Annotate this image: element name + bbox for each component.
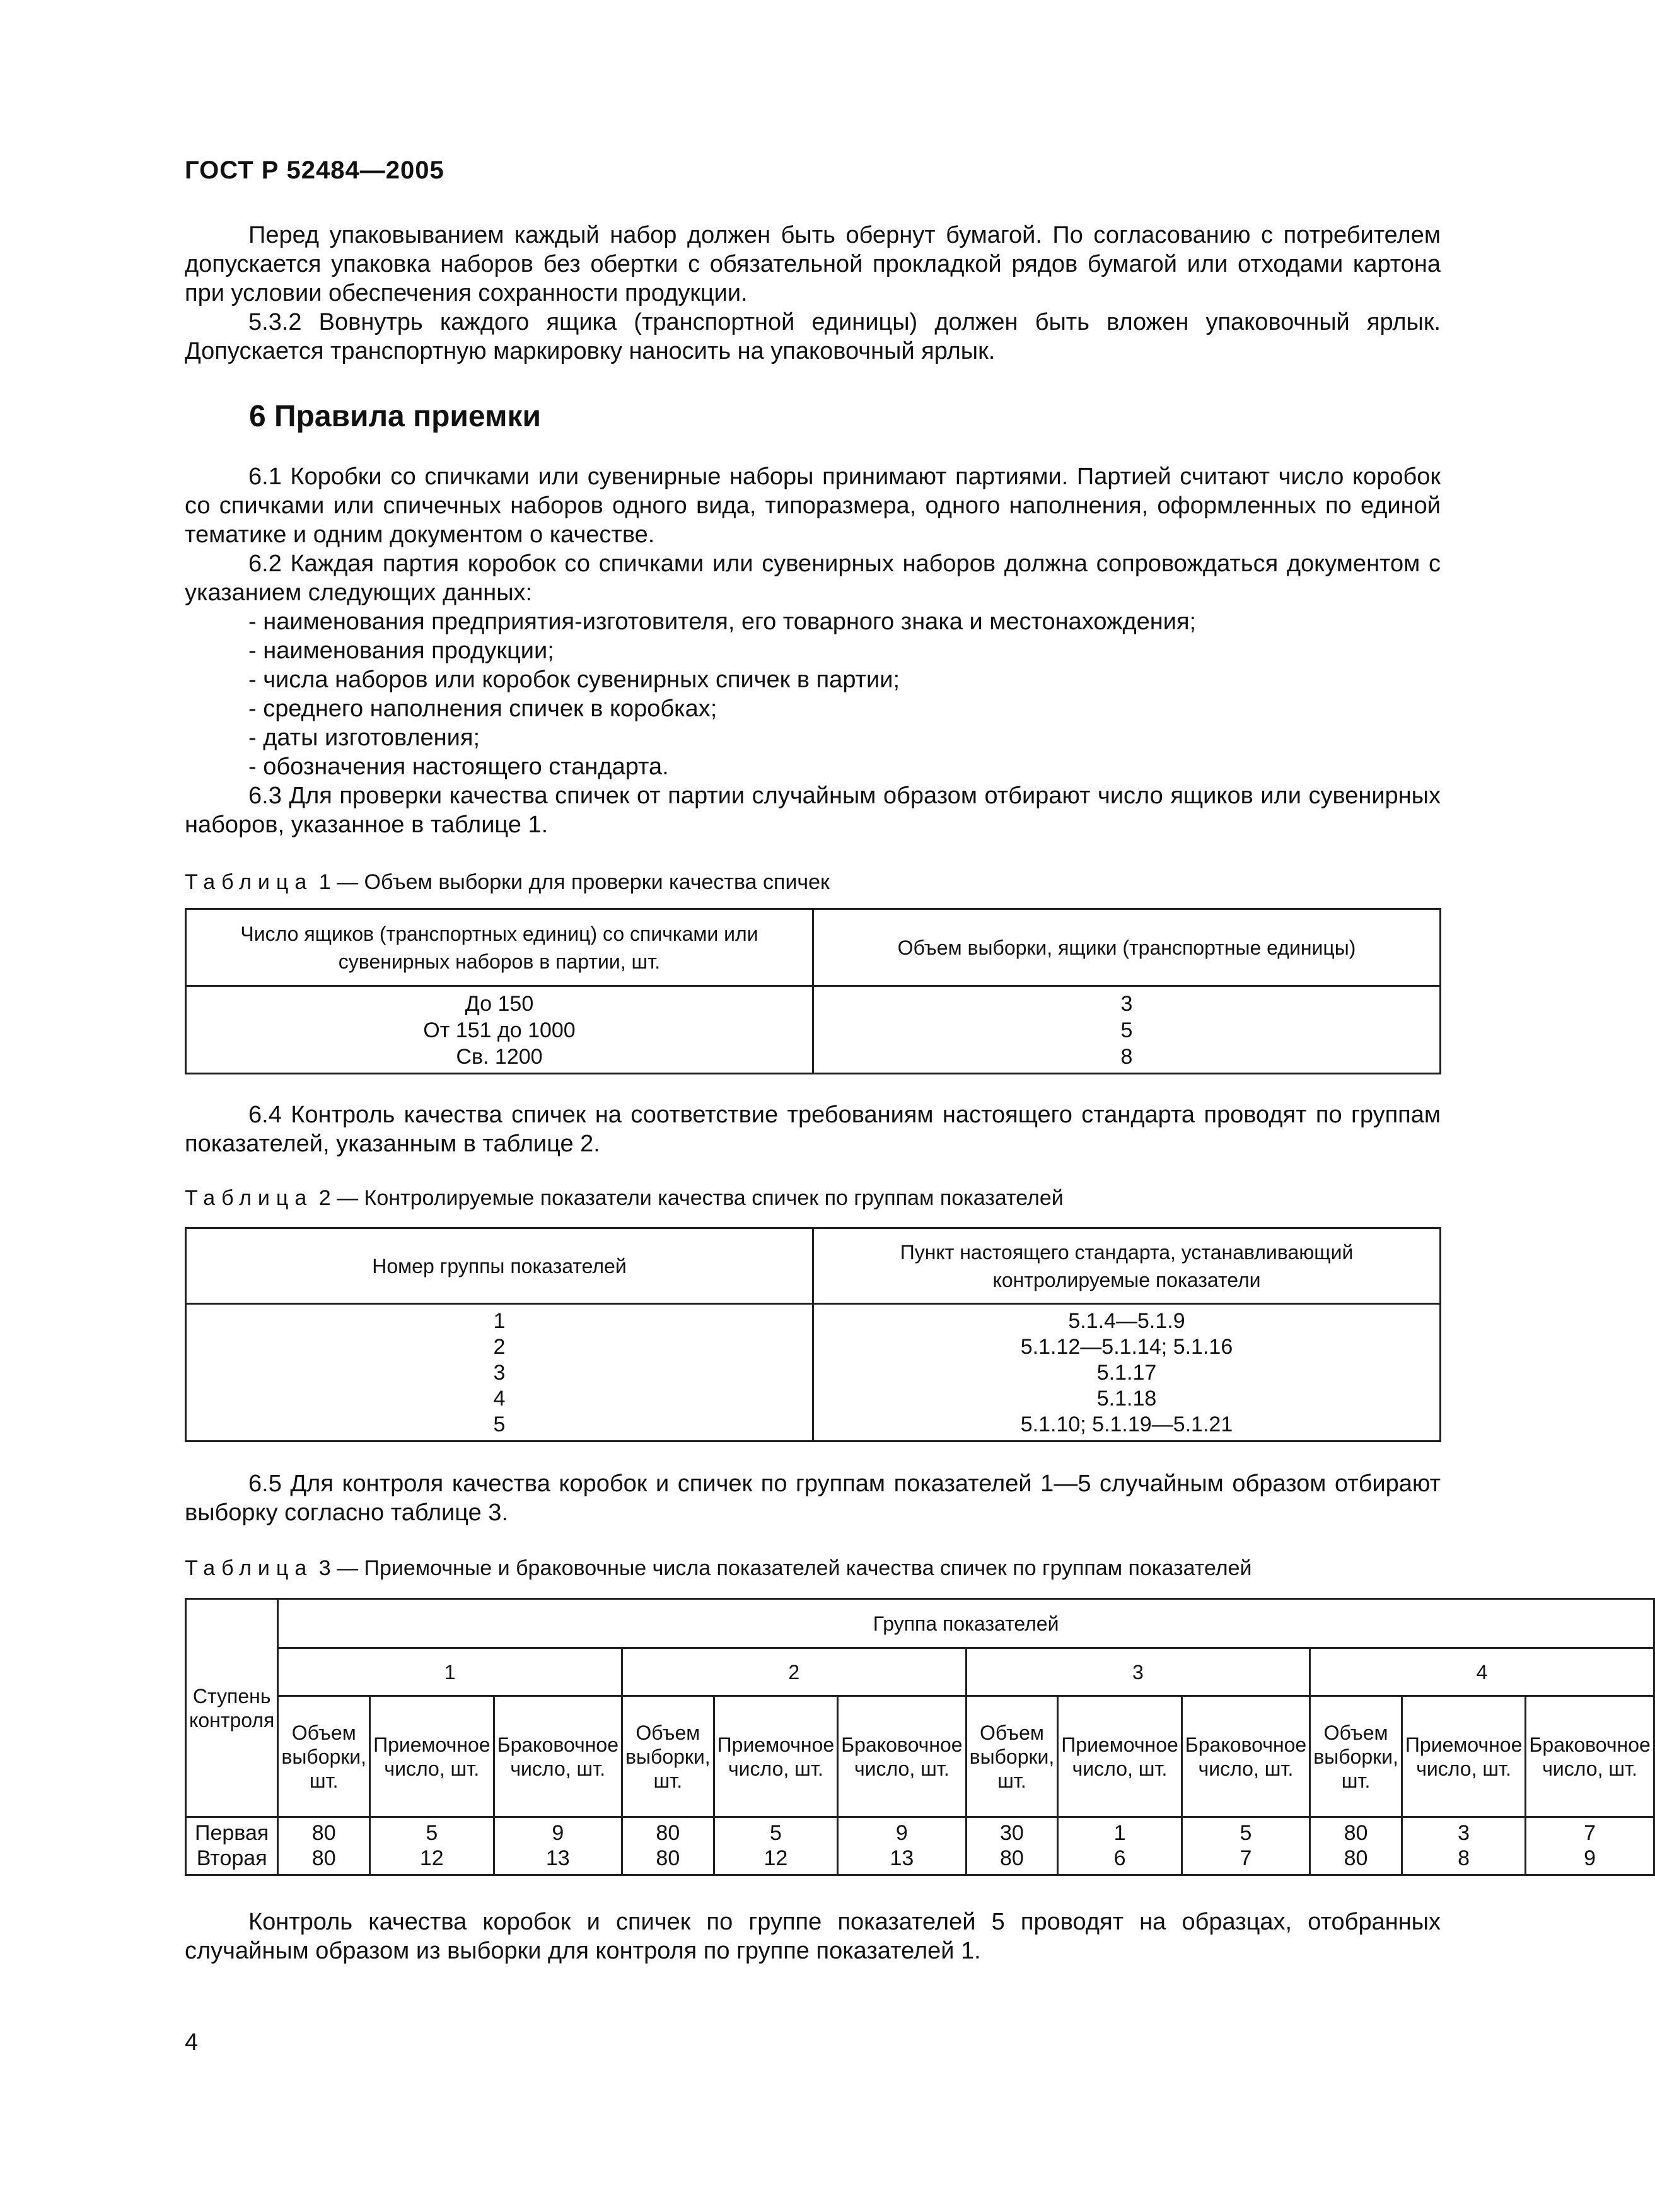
table-cell (1058, 1817, 1182, 1875)
paragraph: 6.1 Коробки со спичками или сувенирные наборы принимают партиями. Партией считают число коробок со спичками или спичечных наборов одного вида, типоразмера, одного наполнения, оформленных по единой тематике и одним документом о качестве. (185, 463, 1441, 548)
cell-line: 1 (1113, 1821, 1126, 1845)
table1 (185, 908, 1441, 1074)
sub-header-cell: Приемочное число, шт. (714, 1696, 838, 1817)
paragraph-6-4 (185, 1100, 1441, 1158)
sub-header-cell: Объем выборки, шт. (966, 1696, 1058, 1817)
cell-line: 5.1.18 (1096, 1387, 1157, 1411)
paragraph-6-5 (185, 1469, 1441, 1527)
group-number-cell: 2 (622, 1648, 966, 1696)
table-cell (813, 1304, 1441, 1441)
table3 (185, 1598, 1655, 1876)
cell-line: 7 (1584, 1821, 1596, 1845)
table-header-cell: Номер группы показателей (186, 1228, 813, 1304)
cell-line: 4 (493, 1387, 506, 1411)
cell-line: 5 (1120, 1018, 1133, 1042)
list-item: - даты изготовления; (248, 725, 480, 751)
cell-line: 7 (1240, 1846, 1252, 1870)
cell-line: Первая (195, 1821, 269, 1845)
table2-caption (185, 1185, 1064, 1211)
cell-line: 9 (895, 1821, 908, 1845)
sub-header-cell: Объем выборки, шт. (1310, 1696, 1402, 1817)
cell-line: 13 (545, 1846, 570, 1870)
cell-line: 80 (656, 1821, 680, 1845)
table-cell (278, 1817, 370, 1875)
paragraph: 6.2 Каждая партия коробок со спичками или сувенирных наборов должна сопровождаться документом с указанием следующих данных: (185, 550, 1441, 606)
table-cell (370, 1817, 494, 1875)
table-header-cell: Число ящиков (транспортных единиц) со спичками или сувенирных наборов в партии, шт. (186, 909, 813, 986)
table-cell (1402, 1817, 1526, 1875)
list-item: - числа наборов или коробок сувенирных спичек в партии; (248, 667, 900, 693)
intro-block (185, 221, 1441, 366)
cell-line: До 150 (465, 992, 534, 1016)
cell-line: 5 (1240, 1821, 1252, 1845)
table-cell (1526, 1817, 1654, 1875)
table3-caption (185, 1555, 1251, 1581)
cell-line: 9 (552, 1821, 564, 1845)
cell-line: 3 (1120, 992, 1133, 1016)
cell-line: 2 (493, 1335, 506, 1359)
group-number-cell: 4 (1310, 1648, 1654, 1696)
cell-line: 80 (656, 1846, 680, 1870)
table-cell (622, 1817, 714, 1875)
list-item: - наименования предприятия-изготовителя, его товарного знака и местонахождения; (248, 608, 1197, 635)
table1-caption (185, 869, 830, 895)
cell-line: 9 (1584, 1846, 1596, 1870)
cell-line: Св. 1200 (456, 1045, 543, 1069)
sub-header-cell: Приемочное число, шт. (1058, 1696, 1182, 1817)
cell-line: 5.1.4—5.1.9 (1068, 1309, 1185, 1333)
cell-line: 12 (419, 1846, 444, 1870)
table-cell (838, 1817, 966, 1875)
cell-line: Вторая (196, 1846, 267, 1870)
paragraph: Контроль качества коробок и спичек по группе показателей 5 проводят на образцах, отобранных случайным образом из выборки для контроля по группе показателей 1. (185, 1909, 1441, 1964)
cell-line: 1 (493, 1309, 506, 1333)
cell-line: 13 (890, 1846, 914, 1870)
list-item: - среднего наполнения спичек в коробках; (248, 696, 717, 722)
cell-line: 80 (1344, 1821, 1368, 1845)
paragraph: Перед упаковыванием каждый набор должен быть обернут бумагой. По согласованию с потребителем допускается упаковка наборов без обертки с обязательной прокладкой рядов бумагой или отходами картона при условии обеспечения сохранности продукции. (185, 222, 1441, 306)
cell-line: От 151 до 1000 (423, 1018, 576, 1042)
stage-cell (186, 1817, 278, 1875)
cell-line: 30 (1000, 1821, 1024, 1845)
group-number-cell: 3 (966, 1648, 1310, 1696)
sub-header-cell: Браковочное число, шт. (1182, 1696, 1309, 1817)
sub-header-cell: Браковочное число, шт. (838, 1696, 966, 1817)
table-cell (1182, 1817, 1309, 1875)
table-cell (813, 986, 1441, 1074)
table-cell (1310, 1817, 1402, 1875)
cell-line: 5 (493, 1412, 506, 1436)
cell-line: 8 (1120, 1045, 1133, 1069)
cell-line: 80 (311, 1846, 336, 1870)
cell-line: 12 (764, 1846, 788, 1870)
cell-line: 3 (1458, 1821, 1470, 1845)
sub-header-cell: Браковочное число, шт. (494, 1696, 622, 1817)
table-label: Таблица (185, 870, 313, 894)
table-cell (494, 1817, 622, 1875)
cell-line: 3 (493, 1361, 506, 1385)
sub-header-cell: Объем выборки, шт. (622, 1696, 714, 1817)
cell-line: 5.1.17 (1096, 1361, 1157, 1385)
table-cell (714, 1817, 838, 1875)
table-header-cell: Объем выборки, ящики (транспортные единицы) (813, 909, 1441, 986)
table-label: Таблица (185, 1556, 313, 1580)
list-item: - обозначения настоящего стандарта. (248, 754, 669, 780)
section-6-block (185, 462, 1441, 839)
cell-line: 5 (426, 1821, 438, 1845)
paragraph: 5.3.2 Вовнутрь каждого ящика (транспортной единицы) должен быть вложен упаковочный ярлык. Допускается транспортную маркировку наносить на упаковочный ярлык. (185, 309, 1441, 364)
table-cell (186, 1304, 813, 1441)
cell-line: 8 (1458, 1846, 1470, 1870)
table-caption-text: 3 — Приемочные и браковочные числа показателей качества спичек по группам показателей (313, 1556, 1252, 1580)
cell-line: 6 (1113, 1846, 1126, 1870)
cell-line: 5.1.10; 5.1.19—5.1.21 (1020, 1412, 1233, 1436)
page-number: 4 (185, 2029, 199, 2056)
stage-header-cell: Ступень контроля (186, 1599, 278, 1817)
table2 (185, 1227, 1441, 1442)
cell-line: 80 (311, 1821, 336, 1845)
table-caption-text: 2 — Контролируемые показатели качества спичек по группам показателей (313, 1186, 1064, 1210)
group-header-cell: Группа показателей (278, 1599, 1654, 1648)
table-label: Таблица (185, 1186, 313, 1210)
table-caption-text: 1 — Объем выборки для проверки качества спичек (313, 870, 830, 894)
cell-line: 5.1.12—5.1.14; 5.1.16 (1020, 1335, 1233, 1359)
table-cell (966, 1817, 1058, 1875)
table-cell (186, 986, 813, 1074)
sub-header-cell: Браковочное число, шт. (1526, 1696, 1654, 1817)
paragraph-final (185, 1907, 1441, 1965)
list-item: - наименования продукции; (248, 637, 554, 664)
sub-header-cell: Приемочное число, шт. (370, 1696, 494, 1817)
cell-line: 80 (1000, 1846, 1024, 1870)
table-header-cell: Пункт настоящего стандарта, устанавливающий контролируемые показатели (813, 1228, 1441, 1304)
paragraph: 6.4 Контроль качества спичек на соответствие требованиям настоящего стандарта проводят по группам показателей, указанным в таблице 2. (185, 1102, 1441, 1157)
group-number-cell: 1 (278, 1648, 622, 1696)
paragraph: 6.3 Для проверки качества спичек от партии случайным образом отбирают число ящиков или сувенирных наборов, указанное в таблице 1. (185, 783, 1441, 838)
sub-header-cell: Объем выборки, шт. (278, 1696, 370, 1817)
cell-line: 5 (769, 1821, 782, 1845)
paragraph: 6.5 Для контроля качества коробок и спичек по группам показателей 1—5 случайным образом отбирают выборку согласно таблице 3. (185, 1470, 1441, 1526)
section-title: 6 Правила приемки (249, 400, 542, 433)
cell-line: 80 (1344, 1846, 1368, 1870)
sub-header-cell: Приемочное число, шт. (1402, 1696, 1526, 1817)
document-header: ГОСТ Р 52484—2005 (185, 156, 444, 184)
